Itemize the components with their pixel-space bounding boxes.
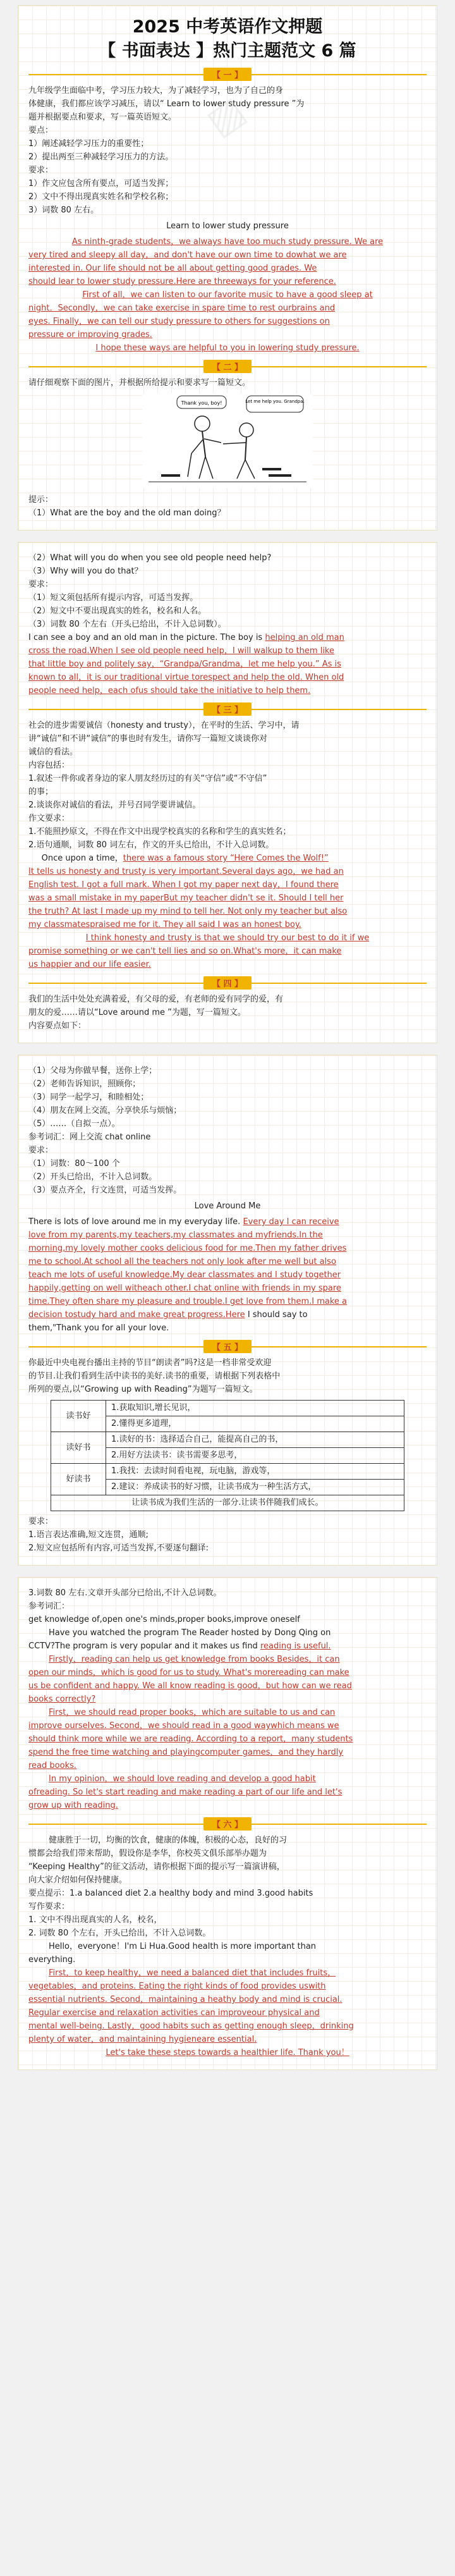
essay-line: time.They often share my pleasure and trouble.I get love from them.I make a bbox=[28, 1297, 348, 1306]
requirement-item: 1.语言表达准确,短文连贯，通顺; bbox=[28, 1530, 149, 1540]
essay-line: First of all，we can listen to our favorite music to have a good sleep at bbox=[82, 290, 373, 300]
section-label: 【 五 】 bbox=[203, 1340, 252, 1353]
essay-line: open our minds，which is good for us to study. What's morereading can make bbox=[28, 1668, 349, 1677]
table-cell: 2.懂得更多道理， bbox=[106, 1416, 404, 1432]
reference-vocab: get knowledge of,open one's minds,proper books,improve oneself bbox=[28, 1615, 300, 1624]
point-item: 2）提出两至三种减轻学习压力的方法。 bbox=[28, 152, 174, 162]
section-label: 【 四 】 bbox=[203, 976, 252, 990]
section-label: 【 六 】 bbox=[203, 1817, 252, 1831]
section-header-5 bbox=[28, 1340, 427, 1352]
prompt-line: “Keeping Healthy”的征文活动，请你根据下面的提示写一篇演讲稿， bbox=[28, 1862, 285, 1872]
content-label: 内容包括： bbox=[28, 761, 70, 770]
hint-item: （1）What are the boy and the old man doing？ bbox=[28, 508, 226, 518]
prompt-line: 健康胜于一切，均衡的饮食，健康的体魄，积极的心态，良好的习 bbox=[49, 1836, 288, 1845]
essay-line: eyes. Finally，we can tell our study pressure to others for suggestions on bbox=[28, 317, 330, 326]
essay-line: interested in. Our life should not be all about getting good grades. We bbox=[28, 264, 317, 273]
essay-line: Let's take these steps towards a healthier life. Thank you！ bbox=[106, 2048, 349, 2058]
table-cell: 2.建议：养成读书的好习惯，让读书成为一种生活方式， bbox=[106, 1480, 404, 1495]
watermark: ▨ bbox=[198, 88, 253, 145]
essay-line: them,"Thank you for all your love. bbox=[28, 1323, 169, 1333]
essay-line: plenty of water，and maintaining hygieneare essential. bbox=[28, 2035, 257, 2044]
requirement-item: （3）要点齐全，行文连贯，可适当发挥。 bbox=[28, 1186, 182, 1195]
section-label: 【 二 】 bbox=[203, 360, 252, 373]
document-title: 2025 中考英语作文押题 bbox=[132, 17, 323, 37]
page-4 bbox=[18, 1577, 437, 2070]
table-row bbox=[51, 1401, 404, 1416]
essay-line: pressure or improving grades. bbox=[28, 330, 152, 340]
requirements-label: 要求： bbox=[28, 166, 54, 175]
essay-line: me to school.At school all the teachers not only look after me well but also bbox=[28, 1257, 336, 1267]
essay-line: spend the free time watching and playingcomputer games，and they hardly bbox=[28, 1748, 344, 1757]
section-label: 【 一 】 bbox=[203, 68, 252, 81]
content-label: 内容要点如下： bbox=[28, 1021, 87, 1031]
essay-line: vegetables，and proteins. Eating the right kinds of food provides uswith bbox=[28, 1982, 326, 1991]
requirements-label: 要求： bbox=[28, 1517, 54, 1526]
essay-line: There is lots of love around me in my everyday life. Every day I can receive bbox=[28, 1217, 339, 1227]
prompt-line: 题并根据要点和要求，写一篇英语短文。 bbox=[28, 113, 177, 122]
requirement-item: 1.不能照抄原文，不得在作文中出现学校真实的名称和学生的真实姓名； bbox=[28, 827, 291, 837]
essay-line: us be confident and happy. We all know reading is good，but how can we read bbox=[28, 1681, 352, 1691]
section-header-1 bbox=[28, 68, 427, 80]
requirement-item: 2.语句通顺，词数 80 词左右，作文的开头已给出，不计入总词数。 bbox=[28, 840, 274, 850]
essay-line: books correctly? bbox=[28, 1695, 96, 1704]
prompt-line: 所列的要点,以“Growing up with Reading”为题写一篇短文。 bbox=[28, 1385, 258, 1394]
requirements-label: 要求： bbox=[28, 580, 54, 589]
requirement-item: （1）词数：80～100 个 bbox=[28, 1159, 120, 1168]
table-cell: 1.读好的书：选择适合自己，能提高自己的书， bbox=[106, 1432, 404, 1448]
essay-line: happily,getting on well witheach other.I chat online with friends in my spare bbox=[28, 1284, 341, 1293]
requirement-item: 2. 词数 80 个左右，开头已给出，不计入总词数。 bbox=[28, 1929, 211, 1938]
outline-table bbox=[51, 1400, 404, 1511]
essay-line: CCTV?The program is very popular and it makes us find reading is useful. bbox=[28, 1641, 331, 1651]
essay-line: teach me lots of useful knowledge.My dear classmates and I study together bbox=[28, 1270, 341, 1280]
essay-line: It tells us honesty and trusty is very important.Several days ago，we had an bbox=[28, 867, 344, 876]
essay-line: I think honesty and trusty is that we should try our best to do it if we bbox=[85, 933, 370, 943]
table-row-head: 好读书 bbox=[51, 1464, 106, 1495]
content-item: （3）同学一起学习，和睦相处； bbox=[28, 1093, 149, 1102]
essay-line: First，we should read proper books，which are suitable to us and can bbox=[49, 1708, 336, 1717]
essay-line: decision tostudy hard and make great progress.Here I should say to bbox=[28, 1310, 308, 1320]
prompt-line: 社会的进步需要诚信（honesty and trusty），在平时的生活、学习中，请 bbox=[28, 721, 300, 730]
section-header-6 bbox=[28, 1817, 427, 1830]
essay-line: Once upon a time，there was a famous story “Here Comes the Wolf!” bbox=[41, 854, 329, 863]
requirement-item: 1. 文中不得出现真实的人名，校名， bbox=[28, 1915, 162, 1925]
requirements-label: 要求： bbox=[28, 1146, 54, 1155]
table-row-head: 读好书 bbox=[51, 1432, 106, 1464]
requirement-item: 3）词数 80 左右。 bbox=[28, 205, 99, 215]
requirement-item: （3）词数 80 个左右（开头已给出，不计入总词数）。 bbox=[28, 620, 226, 629]
essay-line: Firstly，reading can help us get knowledge from books Besides，it can bbox=[49, 1655, 340, 1664]
essay-title: Love Around Me bbox=[194, 1201, 261, 1211]
hint-label: 提示： bbox=[28, 495, 54, 505]
content-item: 2.谈谈你对诚信的看法，并号召同学要讲诚信。 bbox=[28, 800, 201, 810]
speech-bubble-boy: Let me help you. Grandpa. bbox=[245, 399, 305, 404]
page-1 bbox=[18, 5, 437, 531]
essay-line: the truth? At last I made up my mind to tell her. Not only my teacher but also bbox=[28, 907, 348, 916]
essay-line: morning,my lovely mother cooks delicious food for me.Then my father drives bbox=[28, 1244, 347, 1253]
prompt-line: 向大家介绍如何保持健康。 bbox=[28, 1875, 128, 1885]
essay-line: essential nutrients. Second，maintaining a heathy body and mind is crucial. bbox=[28, 1995, 343, 2004]
requirement-item: 3.词数 80 左右.文章开头部分已给出,不计入总词数。 bbox=[28, 1588, 222, 1598]
content-item: 的事； bbox=[28, 787, 54, 797]
essay-line: should think more while we are reading. According to a report，many students bbox=[28, 1734, 353, 1744]
prompt-line: 诚信的看法。 bbox=[28, 747, 78, 757]
essay-line: As ninth-grade students，we always have too much study pressure. We are bbox=[71, 237, 384, 247]
hint-label: 要点提示：1.a balanced diet 2.a healthy body and mind 3.good habits bbox=[28, 1889, 313, 1898]
table-cell: 1.我找：去读时间看电视，玩电脑，游戏等， bbox=[106, 1464, 404, 1480]
prompt-line: 惯都会给我们带来帮助，假设你是李华，你校英文俱乐部举办题为 bbox=[28, 1849, 267, 1858]
requirement-item: （2）开头已给出，不计入总词数。 bbox=[28, 1172, 157, 1182]
essay-line: my classmatespraised me for it. They all said I was an honest boy. bbox=[28, 920, 301, 929]
content-item: 1.叙述一件你或者身边的家人朋友经历过的有关“守信”或“不守信” bbox=[28, 774, 267, 783]
page-3 bbox=[18, 1055, 437, 1566]
table-row bbox=[51, 1495, 404, 1511]
essay-title: Learn to lower study pressure bbox=[166, 221, 289, 231]
essay-line: everything. bbox=[28, 1955, 76, 1965]
table-cell: 2.用好方法读书：读书需要多思考， bbox=[106, 1448, 404, 1464]
cartoon-illustration bbox=[142, 393, 313, 488]
table-cell: 1.获取知识,增长见识， bbox=[106, 1401, 404, 1416]
content-item: （4）朋友在网上交流，分享快乐与烦恼； bbox=[28, 1106, 182, 1115]
table-cell: 让读书成为我们生活的一部分.让读书伴随我们成长。 bbox=[51, 1495, 404, 1511]
requirement-item: 2）文中不得出现真实姓名和学校名称； bbox=[28, 192, 174, 202]
prompt-line: 体健康，我们都应该学习减压，请以“ Learn to lower study pressure ”为 bbox=[28, 99, 305, 109]
requirements-label: 写作要求： bbox=[28, 1902, 70, 1911]
essay-line: should lear to lower study pressure.Here are threeways for your reference. bbox=[28, 277, 336, 286]
essay-line: ofreading. So let's start reading and make reading a part of our life and let's bbox=[28, 1788, 343, 1797]
essay-line: Have you watched the program The Reader hosted by Dong Qing on bbox=[49, 1628, 331, 1638]
requirement-item: （2）短文中不要出现真实的姓名，校名和人名。 bbox=[28, 606, 207, 616]
document-subtitle: 【 书面表达 】热门主题范文 6 篇 bbox=[99, 41, 356, 61]
prompt-line: 的节目.让我们看到生活中读书的美好.读书的重要，请根据下列表格中 bbox=[28, 1371, 281, 1381]
prompt-line: 我们的生活中处处充满着爱，有父母的爱，有老师的爱有同学的爱，有 bbox=[28, 995, 284, 1004]
requirements-label: 作文要求： bbox=[28, 814, 70, 823]
essay-line: First，to keep healthy，we need a balanced diet that includes fruits， bbox=[49, 1968, 336, 1978]
essay-line: promise something or we can't tell lies and so on.What's more，it can make bbox=[28, 947, 342, 956]
essay-line: I hope these ways are helpful to you in lowering study pressure. bbox=[95, 343, 360, 353]
point-item: 1）阐述减轻学习压力的重要性； bbox=[28, 139, 149, 149]
table-row bbox=[51, 1432, 404, 1448]
prompt-line: 请仔细观察下面的图片，并根据所给提示和要求写一篇短文。 bbox=[28, 378, 251, 388]
hint-item: （3）Why will you do that？ bbox=[28, 567, 143, 576]
essay-line: that little boy and politely say，“Grandpa/Grandma，let me help you.” As is bbox=[28, 659, 341, 669]
table-row bbox=[51, 1464, 404, 1480]
points-label: 要点： bbox=[28, 126, 54, 135]
prompt-line: 九年级学生面临中考，学习压力较大，为了减轻学习，也为了自己的身 bbox=[28, 86, 284, 95]
reference-label: 参考词汇： bbox=[28, 1602, 70, 1611]
reference-vocab: 参考词汇：网上交流 chat online bbox=[28, 1132, 151, 1142]
essay-line: English test. I got a full mark. When I got my paper next day，I found there bbox=[28, 880, 339, 890]
essay-line: grow up with reading. bbox=[28, 1801, 118, 1810]
content-item: （1）父母为你做早餐，送你上学； bbox=[28, 1066, 157, 1076]
essay-line: cross the road.When I see old people need help，I will walkup to them like bbox=[28, 646, 334, 656]
requirement-item: （1）短文须包括所有提示内容，可适当发挥。 bbox=[28, 593, 198, 603]
essay-line: In my opinion，we should love reading and develop a good habit bbox=[49, 1774, 316, 1784]
essay-line: very tired and sleepy all day，and don't have our own time to dowhat we are bbox=[28, 250, 347, 260]
requirement-item: 1）作文应包含所有要点，可适当发挥； bbox=[28, 179, 174, 188]
essay-line: read books. bbox=[28, 1761, 77, 1770]
section-header-3 bbox=[28, 702, 427, 715]
table-row-head: 读书好 bbox=[51, 1401, 106, 1432]
content-item: （2）老师告诉知识，照顾你； bbox=[28, 1079, 141, 1089]
requirement-item: 2.短文应包括所有内容,可适当发挥,不要逐句翻译: bbox=[28, 1543, 209, 1553]
content-item: （5）……（自拟一点）。 bbox=[28, 1119, 120, 1129]
section-label: 【 三 】 bbox=[203, 702, 252, 716]
prompt-line: 你最近中央电视台播出主持的节目“朗读者”吗?这是一档非常受欢迎 bbox=[28, 1358, 272, 1368]
page-2 bbox=[18, 542, 437, 1043]
speech-bubble-old-man: Thank you, boy! bbox=[181, 400, 222, 406]
essay-line: night．Secondly，we can take exercise in spare time to rest ourbrains and bbox=[28, 304, 336, 313]
prompt-line: 朋友的爱……请以“Love around me ”为题，写一篇短文。 bbox=[28, 1008, 246, 1017]
essay-line: Regular exercise and relaxation activities can improveour physical and bbox=[28, 2008, 320, 2018]
section-header-2 bbox=[28, 360, 427, 372]
hint-item: （2）What will you do when you see old people need help? bbox=[28, 553, 272, 563]
section-header-4 bbox=[28, 976, 427, 989]
essay-line: people need help，each ofus should take the initiative to help them. bbox=[28, 686, 311, 696]
essay-line: us happier and our life easier. bbox=[28, 960, 151, 969]
essay-line: I can see a boy and an old man in the picture. The boy is helping an old man bbox=[28, 633, 344, 642]
essay-line: love from my parents,my teachers,my classmates and myfriends.In the bbox=[28, 1230, 323, 1240]
essay-line: was a small mistake in my paperBut my teacher didn't se it. Should I tell her bbox=[28, 893, 344, 903]
essay-line: mental well-being. Lastly，good habits such as getting enough sleep，drinking bbox=[28, 2021, 354, 2031]
essay-line: known to all，it is our traditional virtue torespect and help the old. When old bbox=[28, 673, 344, 682]
essay-line: Hello，everyone！I'm Li Hua.Good health is more important than bbox=[49, 1942, 317, 1951]
prompt-line: 讲“诚信”和不讲“诚信”的事也时有发生，请你写一篇短文谈谈你对 bbox=[28, 734, 267, 744]
essay-line: improve ourselves. Second，we should read in a good waywhich means we bbox=[28, 1721, 339, 1731]
